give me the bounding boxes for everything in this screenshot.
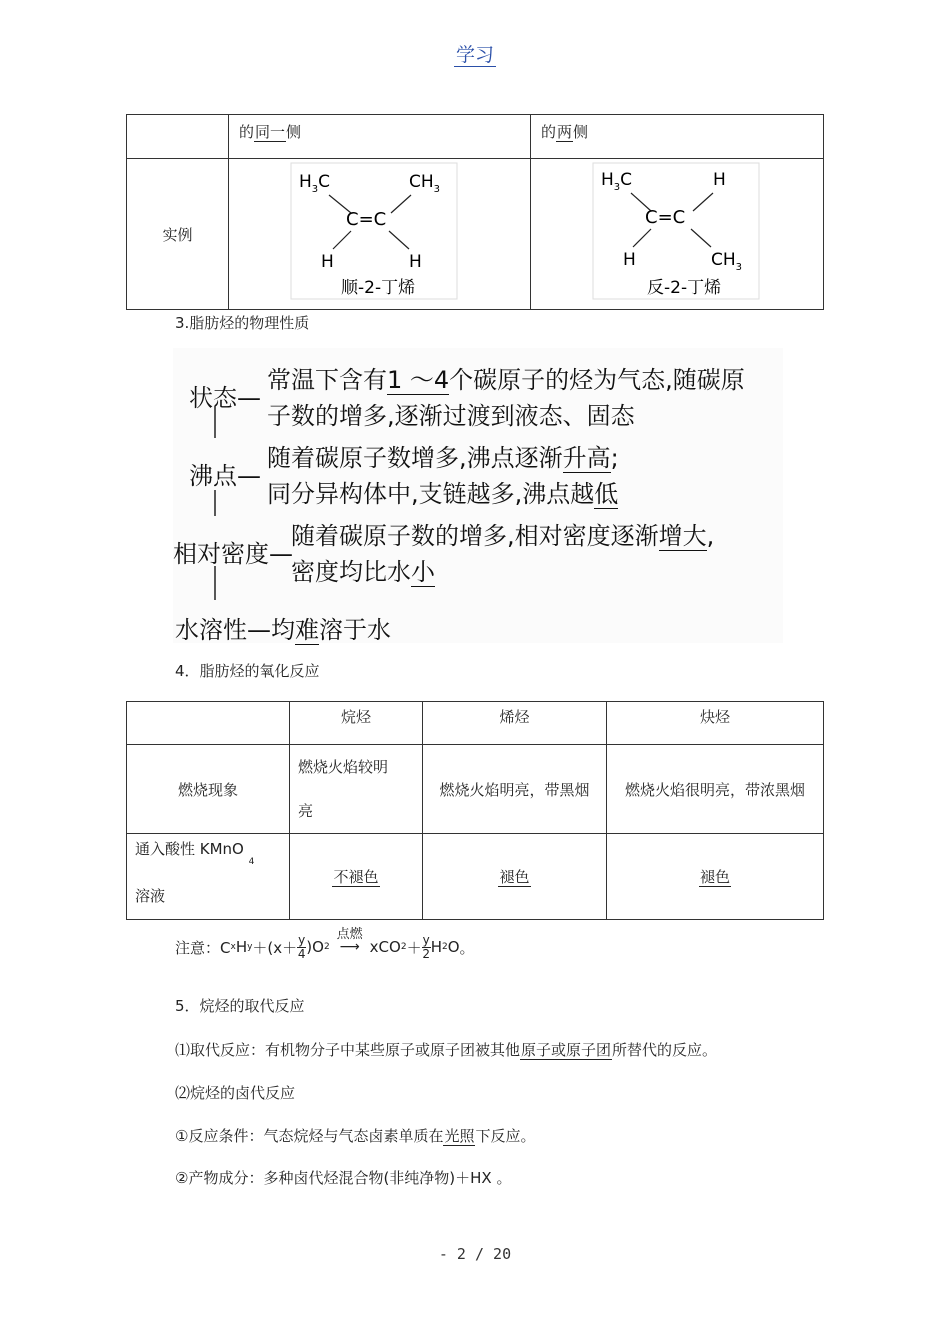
kmno4-label-line2: 溶液	[135, 887, 166, 905]
eq-frac2-den: 2	[422, 946, 430, 961]
water-a: 均	[271, 616, 295, 644]
boil-l2a: 同分异构体中,支链越多,沸点越	[267, 480, 595, 508]
eq-frac1-den: 4	[297, 946, 306, 961]
combustion-alkene: 燃烧火焰明亮，带黑烟	[423, 745, 607, 834]
p3-underlined: 光照	[444, 1127, 475, 1145]
eq-plus: ＋	[406, 938, 422, 957]
eq-xco: xCO	[369, 938, 401, 956]
kmno4-label-subscript: 4	[248, 857, 255, 867]
eq-sub-x: x	[230, 942, 236, 952]
eq-sub-y: y	[247, 942, 253, 952]
boil-l1a: 随着碳原子数增多,沸点逐渐	[267, 444, 563, 472]
cis-bond-tr	[391, 195, 411, 213]
cis-center-label: C=C	[345, 209, 387, 230]
trans-2-butene-structure	[531, 159, 823, 305]
combustion-alkane	[290, 745, 423, 834]
cis-top-right-label: $CH_3$	[408, 172, 440, 195]
state-l1-underlined: 1 ～4	[387, 366, 450, 394]
density-l1-underlined: 增大	[658, 522, 707, 550]
cis-text-a: 的	[238, 123, 254, 141]
oxidation-header-empty	[127, 702, 290, 745]
density-l2-underlined: 小	[411, 558, 435, 586]
eq-fraction-2	[422, 934, 431, 961]
state-line2: 子数的增多,逐渐过渡到液态、固态	[267, 402, 635, 430]
cis-2-butene-structure	[229, 159, 521, 305]
trans-top-right-label: H	[713, 170, 726, 190]
kmno4-alkyne-text: 褪色	[699, 868, 730, 886]
eq-end: 。	[459, 938, 475, 957]
density-line1	[291, 516, 714, 551]
cis-text-b: 侧	[285, 123, 301, 141]
boil-line1	[267, 438, 619, 473]
eq-frac2-num: y	[422, 932, 430, 947]
cis-text-underlined: 同一	[254, 123, 285, 141]
eq-sub-2a: 2	[323, 942, 330, 952]
trans-name: 反-2-丁烯	[647, 278, 722, 298]
kmno4-alkane-text: 不褪色	[333, 868, 379, 886]
boil-l1b: ;	[610, 444, 619, 472]
trans-center-label: C=C	[645, 207, 686, 228]
p1-a: ⑴取代反应：有机物分子中某些原子或原子团被其他	[175, 1041, 521, 1059]
eq-plus-open: ＋(x＋	[252, 938, 298, 957]
eq-h2o-o: O	[447, 938, 460, 956]
boil-l2-underlined: 低	[594, 480, 619, 508]
eq-arrow-label: 点燃	[336, 927, 363, 942]
density-l2a: 密度均比水	[291, 558, 411, 586]
kmno4-alkene	[423, 834, 607, 920]
water-underlined: 难	[295, 616, 319, 644]
p3-b: 下反应。	[475, 1127, 536, 1145]
trans-top-left-label: $H_3C$	[601, 170, 633, 193]
density-label: 相对密度—	[173, 540, 293, 568]
eq-sub-2b: 2	[400, 942, 407, 952]
p1-underlined: 原子或原子团	[521, 1041, 612, 1059]
boil-l1-underlined: 升高	[562, 444, 611, 472]
density-l1a: 随着碳原子数的增多,相对密度逐渐	[291, 522, 659, 550]
density-line2	[291, 552, 435, 587]
eq-fraction-1	[297, 934, 306, 961]
cis-bond-bl	[333, 231, 351, 249]
state-line1	[267, 360, 745, 395]
right-arrow-icon: ⟶	[339, 939, 360, 955]
eq-h: H	[235, 938, 248, 956]
isomer-row1-label	[127, 115, 229, 159]
combustion-alkyne: 燃烧火焰很明亮，带浓黑烟	[607, 745, 824, 834]
trans-bottom-left-label: H	[623, 250, 636, 270]
example-label: 实例	[127, 159, 229, 310]
water-line	[175, 610, 391, 645]
kmno4-alkane	[290, 834, 423, 920]
isomer-table	[126, 114, 824, 310]
combustion-alkane-line2: 亮	[298, 802, 314, 820]
eq-close-o: )O	[306, 938, 324, 956]
eq-arrow	[332, 927, 368, 955]
cis-structure-cell	[228, 159, 530, 310]
eq-h2o-h: H	[430, 938, 442, 956]
p3-a: ①反应条件：气态烷烃与气态卤素单质在	[175, 1127, 444, 1145]
section3-title: 3.脂肪烃的物理性质	[175, 314, 310, 332]
trans-structure-cell	[531, 159, 824, 310]
section4-title: 4．脂肪烃的氧化反应	[175, 662, 320, 680]
header-alkene: 烯烃	[423, 702, 607, 745]
state-l1b: 个碳原子的烃为气态,随碳原	[449, 366, 745, 394]
combustion-alkane-line1: 燃烧火焰较明	[298, 758, 389, 776]
eq-frac1-num: y	[298, 932, 306, 947]
section5-paragraph3	[175, 1125, 535, 1146]
p1-b: 所替代的反应。	[612, 1041, 718, 1059]
trans-text-a: 的	[541, 123, 557, 141]
cis-bottom-left-label: H	[320, 252, 334, 272]
density-l1b: ,	[706, 522, 715, 550]
header-alkane: 烷烃	[290, 702, 423, 745]
kmno4-label	[127, 834, 290, 920]
section5-title: 5．烷烃的取代反应	[175, 997, 305, 1015]
trans-text-underlined: 两	[557, 123, 573, 141]
cis-top-left-label: $H_3C$	[298, 172, 330, 195]
page-header	[0, 40, 950, 67]
cis-description	[228, 115, 530, 159]
state-label: 状态—	[189, 384, 261, 412]
cis-bond-br	[389, 231, 409, 249]
state-l1a: 常温下含有	[267, 366, 387, 394]
eq-sub-2c: 2	[441, 942, 448, 952]
trans-bond-br	[691, 229, 711, 247]
cis-bottom-right-label: H	[408, 252, 422, 272]
cis-name: 顺-2-丁烯	[340, 278, 416, 298]
kmno4-alkene-text: 褪色	[499, 868, 530, 886]
kmno4-label-line1: 通入酸性 KMnO	[135, 840, 244, 858]
properties-diagram	[173, 348, 783, 643]
trans-bottom-right-label: $CH_3$	[711, 250, 743, 273]
water-b: 溶于水	[319, 616, 391, 644]
combustion-equation	[175, 925, 475, 969]
combustion-label: 燃烧现象	[127, 745, 290, 834]
kmno4-alkyne	[607, 834, 824, 920]
trans-description	[531, 115, 824, 159]
header-title: 学习	[455, 44, 494, 66]
eq-prefix: 注意：C	[175, 938, 231, 957]
trans-bond-tr	[693, 193, 713, 211]
section5-paragraph4: ②产物成分：多种卤代烃混合物(非纯净物)＋HX 。	[175, 1169, 512, 1187]
boil-line2	[267, 474, 618, 509]
trans-bond-bl	[633, 229, 651, 247]
section5-paragraph1	[175, 1039, 717, 1060]
header-alkyne: 炔烃	[607, 702, 824, 745]
oxidation-table	[126, 701, 824, 920]
section5-paragraph2: ⑵烷烃的卤代反应	[175, 1084, 296, 1102]
page-number: - 2 / 20	[438, 1245, 512, 1263]
trans-text-b: 侧	[573, 123, 589, 141]
water-label: 水溶性—	[175, 616, 271, 644]
boil-label: 沸点—	[189, 462, 261, 490]
